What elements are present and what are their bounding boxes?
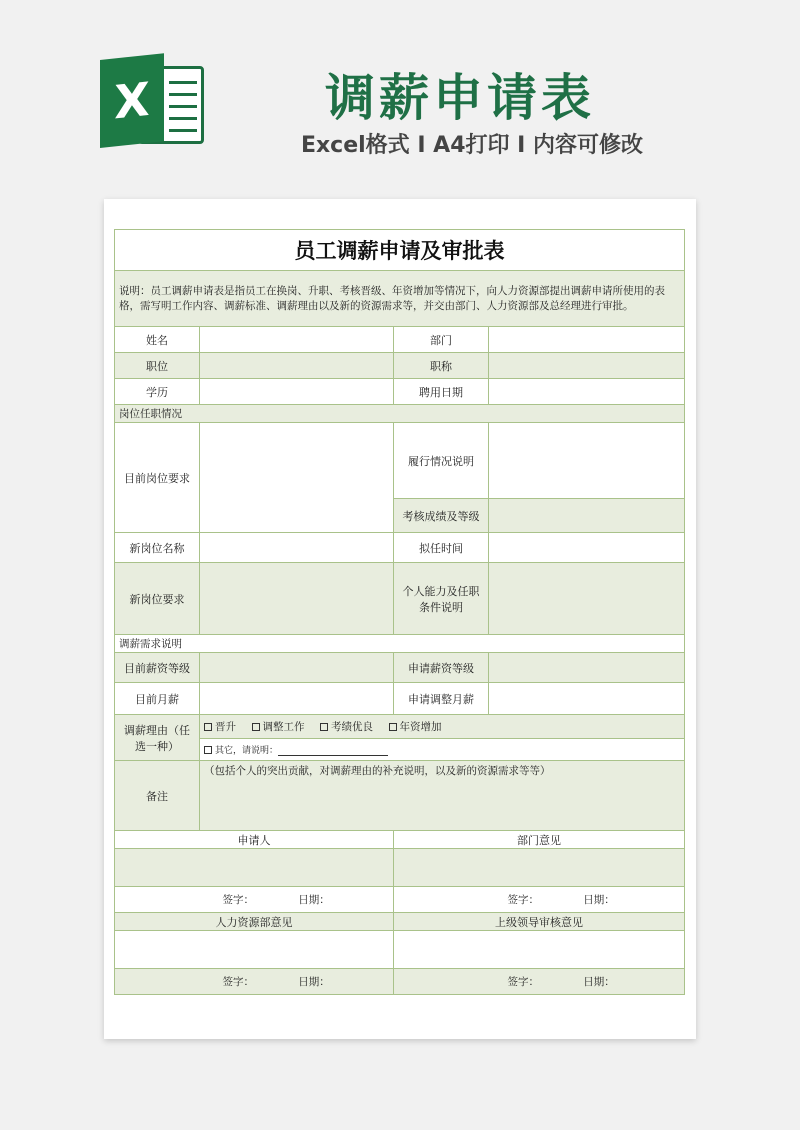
dept-field[interactable] (489, 327, 685, 353)
planned-time-label: 拟任时间 (394, 533, 489, 563)
hr-date-label: 日期： (298, 976, 330, 988)
reason-other[interactable]: 其它，请说明： (200, 739, 685, 761)
section-position: 岗位任职情况 (115, 405, 685, 423)
reason-option-promotion[interactable]: 晋升 (204, 719, 236, 734)
current-grade-field[interactable] (200, 653, 394, 683)
apply-grade-field[interactable] (489, 653, 685, 683)
reason-option-job-change[interactable]: 调整工作 (252, 719, 305, 734)
new-position-label: 新岗位名称 (115, 533, 200, 563)
applicant-sign-label: 签字： (222, 894, 254, 906)
salary-form (114, 229, 684, 995)
hire-date-label: 聘用日期 (394, 379, 489, 405)
applicant-date-label: 日期： (298, 894, 330, 906)
dept-date-label: 日期： (583, 894, 615, 906)
excel-logo-icon (100, 60, 212, 148)
applicant-field[interactable] (115, 849, 394, 887)
performance-field[interactable] (489, 423, 685, 499)
applicant-signature-row (115, 887, 394, 913)
leader-signature-row (394, 969, 685, 995)
rank-label: 职称 (394, 353, 489, 379)
current-req-field[interactable] (200, 423, 394, 533)
education-label: 学历 (115, 379, 200, 405)
name-label: 姓名 (115, 327, 200, 353)
reason-option-seniority[interactable]: 年资增加 (389, 719, 442, 734)
leader-sign-label: 签字： (507, 976, 539, 988)
reason-option-performance[interactable]: 考绩优良 (320, 719, 373, 734)
current-salary-field[interactable] (200, 683, 394, 715)
current-grade-label: 目前薪资等级 (115, 653, 200, 683)
page-subtitle: Excel格式 I A4打印 I 内容可修改 (300, 133, 644, 158)
dept-opinion-field[interactable] (394, 849, 685, 887)
form-paper (104, 199, 696, 1039)
hr-sign-label: 签字： (222, 976, 254, 988)
form-title: 员工调薪申请及审批表 (115, 230, 685, 271)
reason-label: 调薪理由（任选一种） (115, 715, 200, 761)
checkbox-icon[interactable] (204, 746, 212, 754)
checkbox-icon[interactable] (252, 723, 260, 731)
rank-field[interactable] (489, 353, 685, 379)
current-req-label: 目前岗位要求 (115, 423, 200, 533)
new-position-field[interactable] (200, 533, 394, 563)
planned-time-field[interactable] (489, 533, 685, 563)
dept-sign-label: 签字： (507, 894, 539, 906)
assessment-label: 考核成绩及等级 (394, 499, 489, 533)
ability-label: 个人能力及任职条件说明 (394, 563, 489, 635)
leader-date-label: 日期： (583, 976, 615, 988)
apply-salary-label: 申请调整月薪 (394, 683, 489, 715)
new-req-field[interactable] (200, 563, 394, 635)
page-title: 调薪申请表 (325, 69, 595, 127)
dept-signature-row (394, 887, 685, 913)
dept-label: 部门 (394, 327, 489, 353)
form-table (114, 229, 685, 995)
apply-grade-label: 申请薪资等级 (394, 653, 489, 683)
remark-field[interactable]: （包括个人的突出贡献，对调薪理由的补充说明，以及新的资源需求等等） (200, 761, 685, 831)
dept-opinion-label: 部门意见 (394, 831, 685, 849)
leader-opinion-label: 上级领导审核意见 (394, 913, 685, 931)
hr-opinion-label: 人力资源部意见 (115, 913, 394, 931)
hr-opinion-field[interactable] (115, 931, 394, 969)
checkbox-icon[interactable] (389, 723, 397, 731)
position-field[interactable] (200, 353, 394, 379)
section-salary: 调薪需求说明 (115, 635, 685, 653)
ability-field[interactable] (489, 563, 685, 635)
form-description: 说明：员工调薪申请表是指员工在换岗、升职、考核晋级、年资增加等情况下，向人力资源部提出调薪申请所使用的表格，需写明工作内容、调薪标准、调薪理由以及新的资源需求等，并交由部门、人力资源部及总经理进行审批。 (115, 271, 685, 327)
checkbox-icon[interactable] (320, 723, 328, 731)
excel-logo-letter: X (100, 53, 164, 148)
hr-signature-row (115, 969, 394, 995)
assessment-field[interactable] (489, 499, 685, 533)
hire-date-field[interactable] (489, 379, 685, 405)
applicant-label: 申请人 (115, 831, 394, 849)
remark-label: 备注 (115, 761, 200, 831)
leader-opinion-field[interactable] (394, 931, 685, 969)
checkbox-icon[interactable] (204, 723, 212, 731)
current-salary-label: 目前月薪 (115, 683, 200, 715)
new-req-label: 新岗位要求 (115, 563, 200, 635)
name-field[interactable] (200, 327, 394, 353)
reason-options (200, 715, 685, 739)
position-label: 职位 (115, 353, 200, 379)
education-field[interactable] (200, 379, 394, 405)
other-input-line[interactable] (278, 746, 388, 756)
apply-salary-field[interactable] (489, 683, 685, 715)
performance-label: 履行情况说明 (394, 423, 489, 499)
